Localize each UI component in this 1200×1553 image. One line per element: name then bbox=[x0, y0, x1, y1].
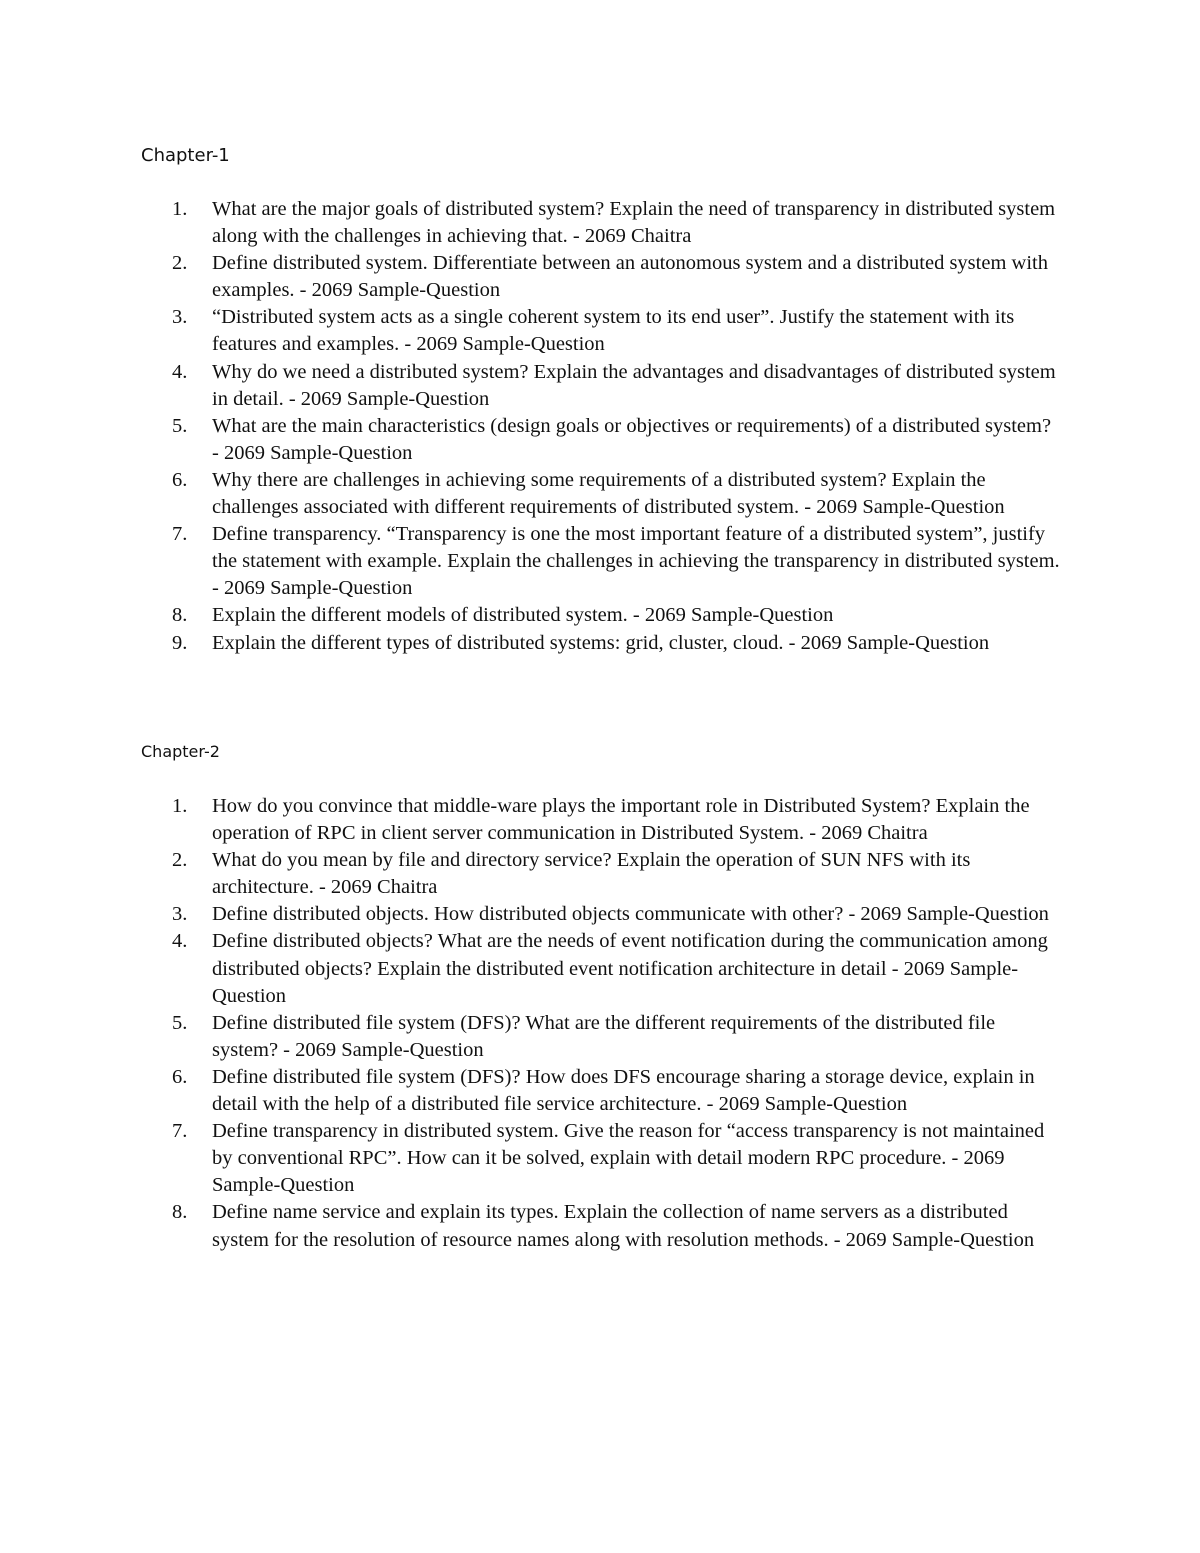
list-item bbox=[0, 928, 1062, 1009]
list-item bbox=[0, 359, 1062, 413]
question-text: What do you mean by file and directory service? Explain the operation of SUN NFS with its architecture. - 2069 Chaitra bbox=[212, 849, 971, 899]
question-number: 1. bbox=[172, 198, 188, 220]
question-number: 7. bbox=[172, 1120, 188, 1143]
question-number: 8. bbox=[172, 604, 188, 627]
list-item bbox=[0, 413, 1062, 467]
question-text: Explain the different types of distributed systems: grid, cluster, cloud. - 2069 Sample-Question bbox=[212, 631, 990, 654]
question-number: 1. bbox=[172, 795, 188, 817]
question-number: 6. bbox=[172, 468, 188, 491]
list-item bbox=[0, 602, 1062, 629]
chapter-2-heading: Chapter-2 bbox=[141, 742, 220, 761]
list-item bbox=[0, 304, 1062, 358]
list-item bbox=[0, 630, 1062, 657]
question-text: Define distributed file system (DFS)? How does DFS encourage sharing a storage device, explain in detail with the help of a distributed file service architecture. - 2069 Sample-Question bbox=[212, 1065, 1035, 1116]
list-item bbox=[0, 1010, 1062, 1064]
list-item bbox=[0, 467, 1062, 521]
chapter-1-question-list bbox=[0, 196, 1200, 657]
question-number: 6. bbox=[172, 1065, 188, 1088]
question-text: How do you convince that middle-ware plays the important role in Distributed System? Explain the operation of RPC in client server communication in Distributed System. - 2069 Chaitra bbox=[212, 795, 1030, 845]
question-number: 5. bbox=[172, 414, 188, 437]
list-item bbox=[0, 196, 1062, 250]
list-item bbox=[0, 847, 1062, 901]
question-text: Define distributed objects? What are the needs of event notification during the communication among distributed objects? Explain the distributed event notification architecture in detail - 2069 Sample-Question bbox=[212, 930, 1048, 1007]
list-item bbox=[0, 901, 1062, 928]
question-text: What are the major goals of distributed system? Explain the need of transparency in distributed system along with the challenges in achieving that. - 2069 Chaitra bbox=[212, 198, 1056, 248]
question-number: 2. bbox=[172, 252, 188, 275]
chapter-2-question-list bbox=[0, 793, 1200, 1254]
question-number: 7. bbox=[172, 523, 188, 546]
question-number: 8. bbox=[172, 1201, 188, 1224]
list-item bbox=[0, 1199, 1062, 1253]
question-text: Define transparency. “Transparency is one the most important feature of a distributed system”, justify the statement with example. Explain the challenges in achieving the transparency in distributed system. - 2069 Sample-Question bbox=[212, 523, 1060, 600]
question-text: Define distributed objects. How distributed objects communicate with other? - 2069 Sample-Question bbox=[212, 903, 1049, 926]
question-number: 3. bbox=[172, 903, 188, 926]
question-text: Define distributed system. Differentiate between an autonomous system and a distributed system with examples. - 2069 Sample-Question bbox=[212, 252, 1048, 302]
question-number: 2. bbox=[172, 849, 188, 872]
list-item bbox=[0, 521, 1062, 602]
list-item bbox=[0, 793, 1062, 847]
list-item bbox=[0, 1118, 1062, 1199]
question-number: 3. bbox=[172, 306, 188, 329]
question-text: What are the main characteristics (design goals or objectives or requirements) of a distributed system? - 2069 Sample-Question bbox=[212, 414, 1052, 464]
question-text: Define distributed file system (DFS)? What are the different requirements of the distributed file system? - 2069 Sample-Question bbox=[212, 1011, 996, 1061]
question-number: 4. bbox=[172, 930, 188, 953]
chapter-1-heading: Chapter-1 bbox=[141, 145, 230, 166]
list-item bbox=[0, 250, 1062, 304]
list-item bbox=[0, 1064, 1062, 1118]
question-text: Why do we need a distributed system? Explain the advantages and disadvantages of distributed system in detail. - 2069 Sample-Question bbox=[212, 360, 1056, 410]
question-text: Explain the different models of distributed system. - 2069 Sample-Question bbox=[212, 604, 834, 627]
question-number: 4. bbox=[172, 360, 188, 383]
question-text: Define name service and explain its types. Explain the collection of name servers as a distributed system for the resolution of resource names along with resolution methods. - 2069 Sample-Question bbox=[212, 1201, 1035, 1251]
question-text: Why there are challenges in achieving some requirements of a distributed system? Explain the challenges associated with different requirements of distributed system. - 2069 Sample-Question bbox=[212, 468, 1005, 519]
question-number: 9. bbox=[172, 631, 188, 654]
question-text: “Distributed system acts as a single coherent system to its end user”. Justify the statement with its features and examples. - 2069 Sample-Question bbox=[212, 306, 1015, 356]
question-number: 5. bbox=[172, 1011, 188, 1034]
question-text: Define transparency in distributed system. Give the reason for “access transparency is not maintained by conventional RPC”. How can it be solved, explain with detail modern RPC procedure. - 2069 Sample-Question bbox=[212, 1120, 1045, 1197]
